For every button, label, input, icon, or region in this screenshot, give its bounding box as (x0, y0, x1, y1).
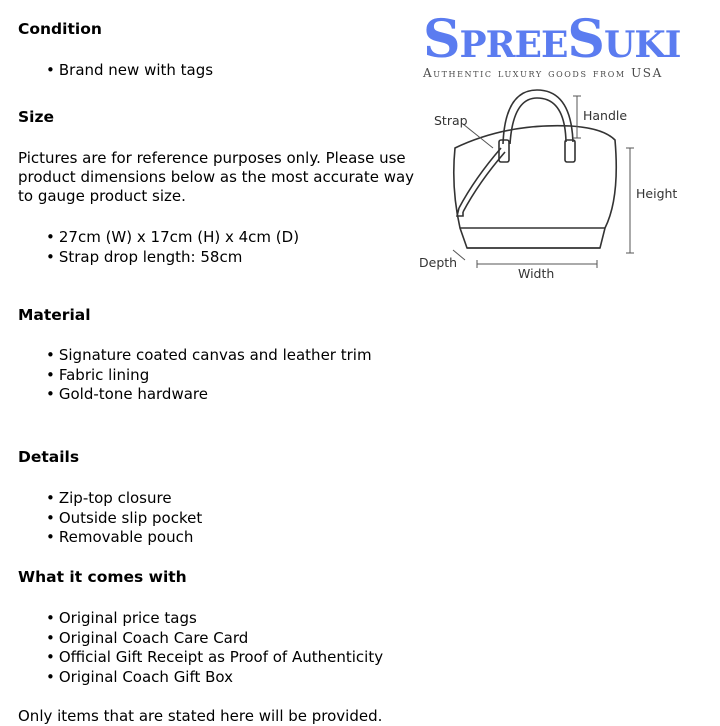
depth-label: Depth (419, 255, 458, 270)
list-item: • 27cm (W) x 17cm (H) x 4cm (D) (46, 228, 299, 248)
material-list (46, 346, 372, 405)
size-heading: Size (18, 108, 55, 126)
list-item: • Strap drop length: 58cm (46, 248, 299, 268)
width-label: Width (518, 266, 555, 281)
list-item: • Removable pouch (46, 528, 202, 548)
details-list (46, 489, 202, 548)
list-item: • Brand new with tags (46, 61, 213, 81)
list-item: • Original Coach Gift Box (46, 668, 383, 688)
list-item: • Gold-tone hardware (46, 385, 372, 405)
height-label: Height (636, 186, 678, 201)
comes-with-list (46, 609, 383, 687)
size-note: Pictures are for reference purposes only. Please use product dimensions below as the most accurate way to gauge product size. (18, 149, 415, 205)
spreesuki-logo (423, 9, 718, 80)
list-item: • Original price tags (46, 609, 383, 629)
logo-tagline: Authentic luxury goods from USA (423, 66, 663, 80)
list-item: • Signature coated canvas and leather trim (46, 346, 372, 366)
list-item: • Official Gift Receipt as Proof of Authenticity (46, 648, 383, 668)
condition-list (46, 61, 213, 81)
details-heading: Details (18, 448, 80, 466)
size-list (46, 228, 299, 267)
logo-title: SpreeSuki (423, 9, 681, 70)
bag-dimensions-diagram (415, 88, 690, 288)
footer-note: Only items that are stated here will be provided. (18, 707, 383, 725)
list-item: • Original Coach Care Card (46, 629, 383, 649)
handle-label: Handle (583, 108, 628, 123)
condition-heading: Condition (18, 20, 102, 38)
list-item: • Fabric lining (46, 366, 372, 386)
list-item: • Outside slip pocket (46, 509, 202, 529)
comes-with-heading: What it comes with (18, 568, 187, 586)
material-heading: Material (18, 306, 91, 324)
list-item: • Zip-top closure (46, 489, 202, 509)
strap-label: Strap (434, 113, 468, 128)
